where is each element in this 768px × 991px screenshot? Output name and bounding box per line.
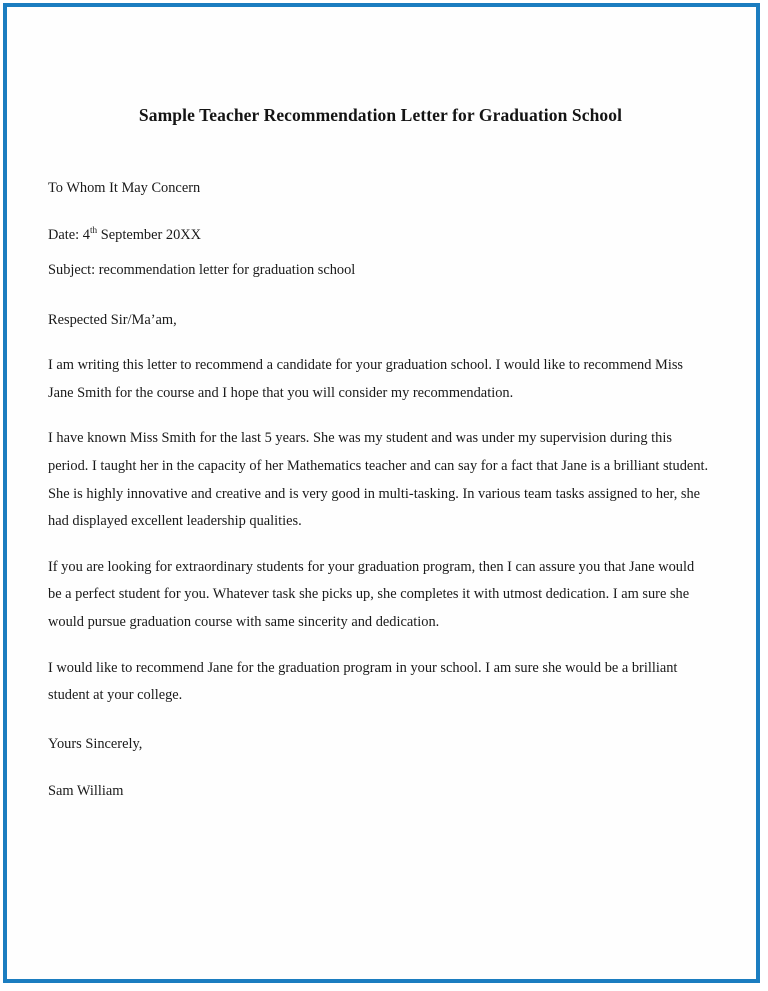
closing-line: Yours Sincerely,	[48, 735, 143, 752]
body-paragraph-3: If you are looking for extraordinary students for your graduation program, then I can assure you that Jane would be a perfect student for you. Whatever task she picks up, she completes it with utmost dedication. I am sure she would pursue graduation course with same sincerity and dedication.	[48, 558, 695, 630]
date-rest: September 20XX	[97, 227, 202, 244]
document-sheet	[7, 7, 756, 979]
body-paragraph-1: I am writing this letter to recommend a candidate for your graduation school. I would like to recommend Miss Jane Smith for the course and I hope that you will consider my recommendation.	[48, 357, 684, 401]
body-paragraph-2: I have known Miss Smith for the last 5 years. She was my student and was under my supervision during this period. I taught her in the capacity of her Mathematics teacher and can say for a fact that Jane is a brilliant student. She is highly innovative and creative and is very good in multi-tasking. In various team tasks assigned to her, she had displayed excellent leadership qualities.	[48, 430, 709, 530]
body-paragraph-4: I would like to recommend Jane for the graduation program in your school. I am sure she would be a brilliant student at your college.	[48, 659, 678, 704]
salutation-line: Respected Sir/Ma’am,	[48, 311, 177, 328]
date-label: Date: 4	[48, 227, 90, 244]
page-title: Sample Teacher Recommendation Letter for Graduation School	[138, 105, 623, 125]
subject-line: Subject: recommendation letter for graduation school	[48, 262, 356, 279]
letter-content	[48, 7, 713, 806]
recipient-line: To Whom It May Concern	[48, 179, 201, 196]
date-line	[48, 202, 713, 250]
signature-name: Sam William	[48, 783, 124, 800]
document-page-border	[3, 3, 760, 983]
date-ordinal-suffix: th	[89, 225, 98, 236]
